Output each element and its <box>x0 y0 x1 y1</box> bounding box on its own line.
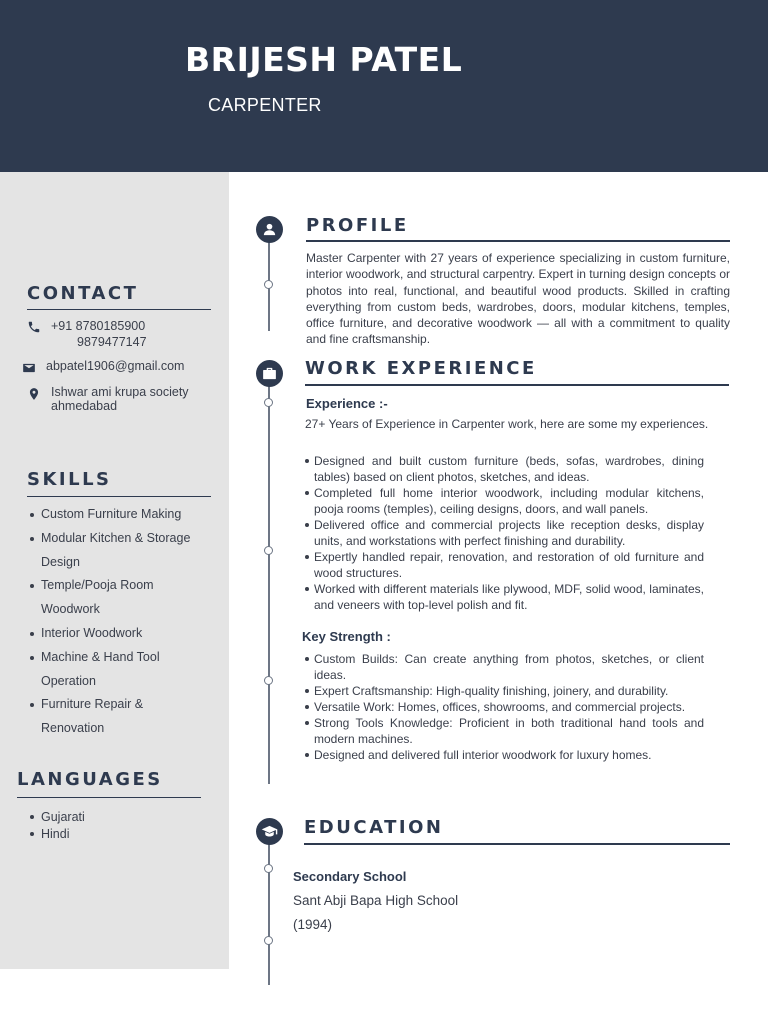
contact-address-2 <box>51 399 117 414</box>
work-experience-divider <box>305 384 729 386</box>
strength-item: Custom Builds: Can create anything from photos, sketches, or client ideas. <box>304 651 704 683</box>
timeline-dot <box>264 864 273 873</box>
experience-intro: 27+ Years of Experience in Carpenter work, here are some my experiences. <box>305 417 709 431</box>
strength-item: Versatile Work: Homes, offices, showrooms, and commercial projects. <box>304 699 704 715</box>
graduation-cap-icon <box>261 823 278 840</box>
experience-item: Completed full home interior woodwork, including modular kitchens, pooja rooms (temples), ceiling designs, doors, and wall panels. <box>304 485 704 517</box>
experience-item: Worked with different materials like plywood, MDF, solid wood, laminates, and veneers with top-level polish and fit. <box>304 581 704 613</box>
education-school: Sant Abji Bapa High School <box>293 893 459 908</box>
skill-item: Modular Kitchen & Storage Design <box>28 527 208 575</box>
skills-heading: SKILLS <box>27 469 112 490</box>
profile-heading: PROFILE <box>306 215 409 236</box>
briefcase-icon <box>261 365 278 382</box>
email-address: abpatel1906@gmail.com <box>46 359 185 373</box>
profile-divider <box>306 240 730 242</box>
experience-label: Experience :- <box>306 396 388 411</box>
experience-item: Delivered office and commercial projects like reception desks, display units, and workstations with perfect finishing and durability. <box>304 517 704 549</box>
languages-heading: LANGUAGES <box>17 769 163 790</box>
address-line-1: Ishwar ami krupa society <box>51 385 189 399</box>
timeline-dot <box>264 280 273 289</box>
location-pin-icon <box>27 386 41 402</box>
timeline-segment-work <box>268 384 270 784</box>
timeline-dot <box>264 546 273 555</box>
skills-divider <box>27 496 211 497</box>
skill-item: Machine & Hand Tool Operation <box>28 646 178 694</box>
language-item: Gujarati <box>28 809 85 826</box>
phone-icon <box>27 320 41 334</box>
skill-item: Custom Furniture Making <box>28 503 198 527</box>
strength-item: Designed and delivered full interior woodwork for luxury homes. <box>304 747 704 763</box>
strength-item: Expert Craftsmanship: High-quality finishing, joinery, and durability. <box>304 683 704 699</box>
timeline-dot <box>264 676 273 685</box>
skill-item: Furniture Repair & Renovation <box>28 693 158 741</box>
key-strength-label: Key Strength : <box>302 629 391 644</box>
skills-list <box>28 503 218 741</box>
candidate-role: CARPENTER <box>208 95 322 115</box>
skill-item: Temple/Pooja Room Woodwork <box>28 574 163 622</box>
phone-number-2: 9879477147 <box>77 335 147 349</box>
skill-item: Interior Woodwork <box>28 622 198 646</box>
education-divider <box>304 843 730 845</box>
envelope-icon <box>22 361 36 375</box>
work-experience-heading: WORK EXPERIENCE <box>305 358 537 379</box>
education-section-marker <box>256 818 283 845</box>
education-year: (1994) <box>293 917 333 932</box>
candidate-name: BRIJESH PATEL <box>185 40 463 79</box>
phone-number-1: +91 8780185900 <box>51 319 146 333</box>
languages-list <box>28 809 85 842</box>
timeline-dot <box>264 936 273 945</box>
contact-phone-2 <box>77 335 147 350</box>
contact-divider <box>27 309 211 310</box>
work-section-marker <box>256 360 283 387</box>
key-strength-bullets <box>304 651 704 763</box>
profile-section-marker <box>256 216 283 243</box>
education-degree: Secondary School <box>293 869 407 884</box>
header-banner <box>0 0 768 172</box>
profile-summary: Master Carpenter with 27 years of experience specializing in custom furniture, interior woodwork, and structural carpentry. Expert in turning design concepts or photos into real, functional, and beautiful wood products. Skilled in crafting everything from custom beds, wardrobes, doors, modular kitchens, temples, office furniture, and decorative woodwork — all with a commitment to quality and fine craftsmanship. <box>306 251 730 347</box>
address-line-2: ahmedabad <box>51 399 118 413</box>
experience-bullets <box>304 453 704 613</box>
experience-item: Expertly handled repair, renovation, and restoration of old furniture and wood structures. <box>304 549 704 581</box>
experience-item: Designed and built custom furniture (beds, sofas, wardrobes, dining tables) based on client photos, sketches, and ideas. <box>304 453 704 485</box>
contact-heading: CONTACT <box>27 283 139 304</box>
user-icon <box>261 221 278 238</box>
education-heading: EDUCATION <box>304 817 444 838</box>
language-item: Hindi <box>28 826 85 843</box>
languages-divider <box>17 797 201 798</box>
strength-item: Strong Tools Knowledge: Proficient in both traditional hand tools and modern machines. <box>304 715 704 747</box>
timeline-dot <box>264 398 273 407</box>
